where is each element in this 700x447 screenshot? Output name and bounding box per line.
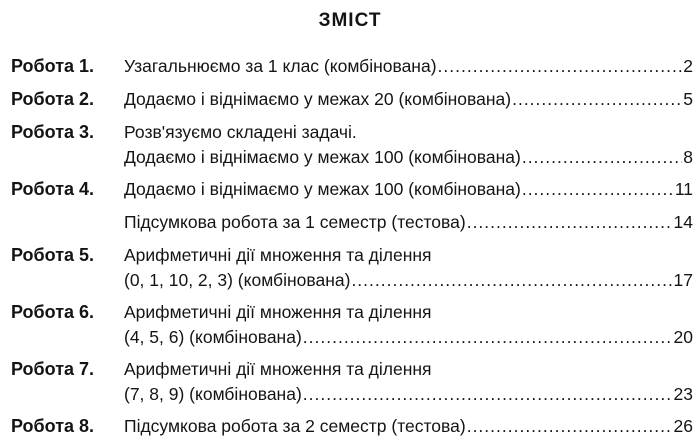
- entry-title: Арифметичні дії множення та ділення: [124, 302, 432, 322]
- entry-title: Арифметичні дії множення та ділення: [124, 245, 432, 265]
- toc-entry-line: [11, 56, 693, 81]
- entry-title: Розв'язуємо складені задачі.: [124, 122, 357, 142]
- dot-leader: [467, 212, 673, 233]
- toc-entry-5: [11, 245, 693, 295]
- toc-entry-line: [11, 212, 693, 237]
- dot-leader: [522, 147, 682, 168]
- toc-entry-line: [11, 359, 693, 384]
- entry-title: Підсумкова робота за 1 семестр (тестова): [124, 212, 466, 232]
- dot-leader: [438, 56, 683, 77]
- dot-leader: [467, 416, 673, 437]
- toc-entry-line: [11, 270, 693, 295]
- entry-title: Підсумкова робота за 2 семестр (тестова): [124, 416, 466, 436]
- toc-entry-line: [11, 89, 693, 114]
- toc-entry-3: [11, 122, 693, 172]
- toc-entry-semester-1: [11, 212, 693, 237]
- entry-label: Робота 6.: [11, 302, 95, 322]
- page-number: 26: [673, 416, 693, 436]
- entry-title: (7, 8, 9) (комбінована): [124, 384, 302, 404]
- toc-entry-8: [11, 416, 693, 441]
- entry-title: Додаємо і віднімаємо у межах 20 (комбінована): [124, 89, 512, 109]
- page-number: 17: [673, 270, 693, 290]
- page-number: 11: [674, 179, 693, 199]
- dot-leader: [512, 89, 682, 110]
- dot-leader: [303, 384, 673, 405]
- toc-entry-line: [11, 416, 693, 441]
- entry-label: Робота 4.: [11, 179, 95, 199]
- dot-leader: [303, 327, 673, 348]
- page-number: 8: [683, 147, 693, 167]
- page-number: 5: [683, 89, 693, 109]
- entry-label: Робота 8.: [11, 416, 95, 436]
- page-title: ЗМІСТ: [318, 10, 382, 31]
- page-number: 20: [673, 327, 693, 347]
- page-number: 2: [683, 56, 693, 76]
- page-number: 23: [673, 384, 693, 404]
- dot-leader: [351, 270, 672, 291]
- entry-label: Робота 3.: [11, 122, 95, 142]
- toc-entry-line: [11, 302, 693, 327]
- toc-entry-line: [11, 245, 693, 270]
- toc-entry-7: [11, 359, 693, 409]
- entry-title: Додаємо і віднімаємо у межах 100 (комбінована): [124, 179, 521, 199]
- toc-entry-6: [11, 302, 693, 352]
- toc-entry-4: [11, 179, 693, 204]
- entry-label: Робота 1.: [11, 56, 95, 76]
- entry-title: (4, 5, 6) (комбінована): [124, 327, 302, 347]
- toc-entry-line: [11, 179, 693, 204]
- entry-label: Робота 5.: [11, 245, 95, 265]
- entry-label: Робота 7.: [11, 359, 95, 379]
- toc-entry-line: [11, 147, 693, 172]
- page-number: 14: [673, 212, 693, 232]
- entry-title: Додаємо і віднімаємо у межах 100 (комбінована): [124, 147, 521, 167]
- entry-title: (0, 1, 10, 2, 3) (комбінована): [124, 270, 351, 290]
- toc-entry-line: [11, 384, 693, 409]
- dot-leader: [522, 179, 674, 200]
- entry-title: Арифметичні дії множення та ділення: [124, 359, 432, 379]
- toc-entry-line: [11, 327, 693, 352]
- entry-title: Узагальнюємо за 1 клас (комбінована): [124, 56, 437, 76]
- toc-entry-2: [11, 89, 693, 114]
- toc-entry-1: [11, 56, 693, 81]
- entry-label: Робота 2.: [11, 89, 95, 109]
- toc-entry-line: [11, 122, 693, 147]
